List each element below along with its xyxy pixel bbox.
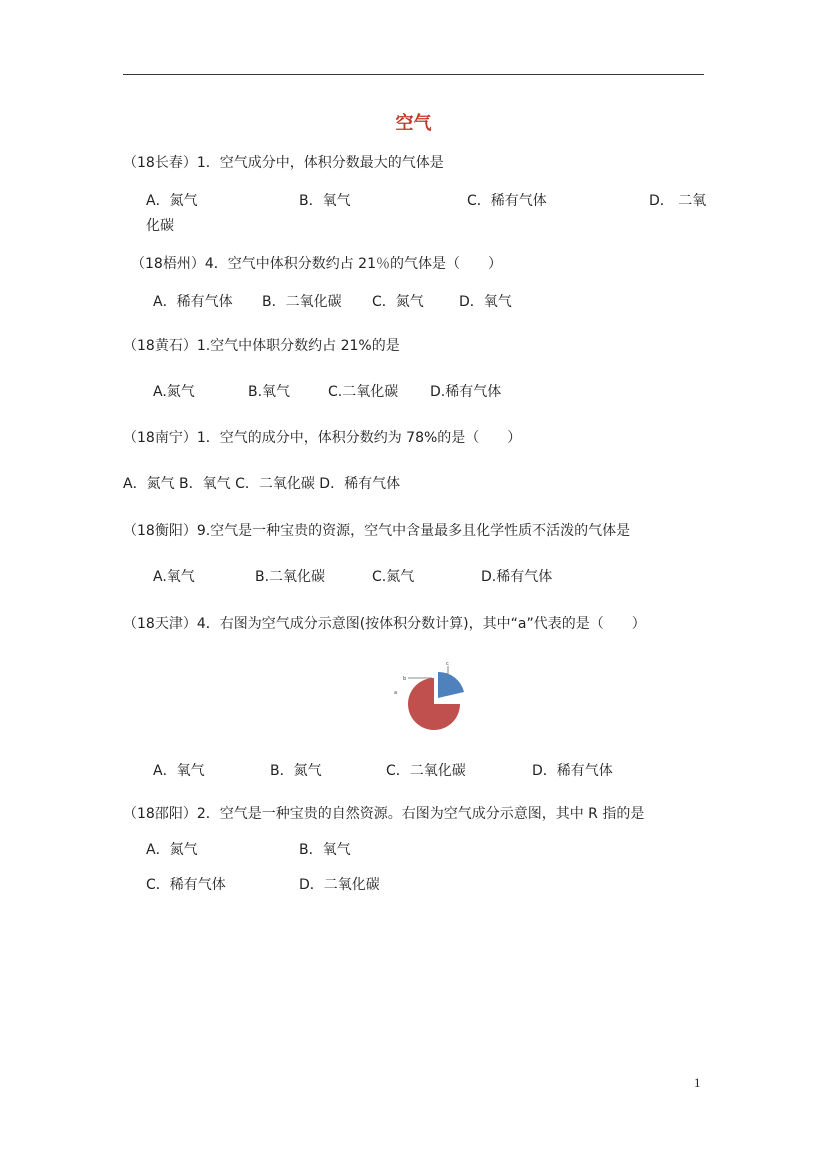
question-7-option-b: B．氧气: [299, 842, 351, 858]
pie-label-a: a: [394, 690, 398, 696]
question-5-option-d: D.稀有气体: [481, 569, 553, 585]
question-7-option-c: C．稀有气体: [146, 877, 226, 893]
question-2-option-b: B．二氧化碳: [262, 294, 342, 310]
question-2-option-a: A．稀有气体: [153, 294, 233, 310]
question-1-option-d-continued: 化碳: [146, 218, 174, 234]
air-composition-pie-diagram: [388, 656, 468, 736]
pie-slice-c: [438, 672, 464, 698]
question-3-option-b: B.氧气: [248, 384, 291, 400]
question-6-option-a: A．氧气: [153, 763, 205, 779]
question-6-option-b: B．氮气: [270, 763, 322, 779]
question-1-option-d: D． 二氧: [649, 193, 707, 209]
question-5-option-c: C.氮气: [372, 569, 415, 585]
question-2-stem: （18梧州）4．空气中体积分数约占 21％的气体是（ ）: [131, 256, 502, 272]
question-5-option-b: B.二氧化碳: [255, 569, 326, 585]
question-3-option-a: A.氮气: [153, 384, 195, 400]
question-4-stem: （18南宁）1．空气的成分中，体积分数约为 78%的是（ ）: [123, 430, 522, 446]
question-1-stem: （18长春）1．空气成分中，体积分数最大的气体是: [123, 155, 444, 171]
question-1-option-c: C．稀有气体: [467, 193, 547, 209]
page-number: 1: [694, 1075, 701, 1090]
question-3-option-d: D.稀有气体: [430, 384, 502, 400]
page-title: 空气: [395, 113, 432, 134]
header-rule: [123, 74, 704, 75]
question-2-option-d: D．氧气: [459, 294, 512, 310]
question-3-stem: （18黄石）1.空气中体职分数约占 21%的是: [123, 338, 400, 354]
question-7-stem: （18邵阳）2．空气是一种宝贵的自然资源。右图为空气成分示意图，其中 R 指的是: [123, 806, 645, 822]
question-4-options: A．氮气 B．氧气 C．二氧化碳 D．稀有气体: [123, 476, 401, 492]
question-7-option-d: D．二氧化碳: [299, 877, 380, 893]
pie-label-c: c: [446, 661, 449, 667]
question-6-stem: （18天津）4．右图为空气成分示意图(按体积分数计算)，其中“a”代表的是（ ）: [123, 616, 646, 632]
question-1-option-a: A．氮气: [146, 193, 198, 209]
question-5-stem: （18衡阳）9.空气是一种宝贵的资源，空气中含量最多且化学性质不活泼的气体是: [123, 523, 631, 539]
question-3-option-c: C.二氧化碳: [328, 384, 399, 400]
question-6-option-c: C．二氧化碳: [386, 763, 466, 779]
question-6-option-d: D．稀有气体: [532, 763, 613, 779]
pie-label-b: b: [403, 676, 407, 682]
question-2-option-c: C．氮气: [372, 294, 424, 310]
question-7-option-a: A．氮气: [146, 842, 198, 858]
question-1-option-b: B．氧气: [299, 193, 351, 209]
question-5-option-a: A.氧气: [153, 569, 195, 585]
